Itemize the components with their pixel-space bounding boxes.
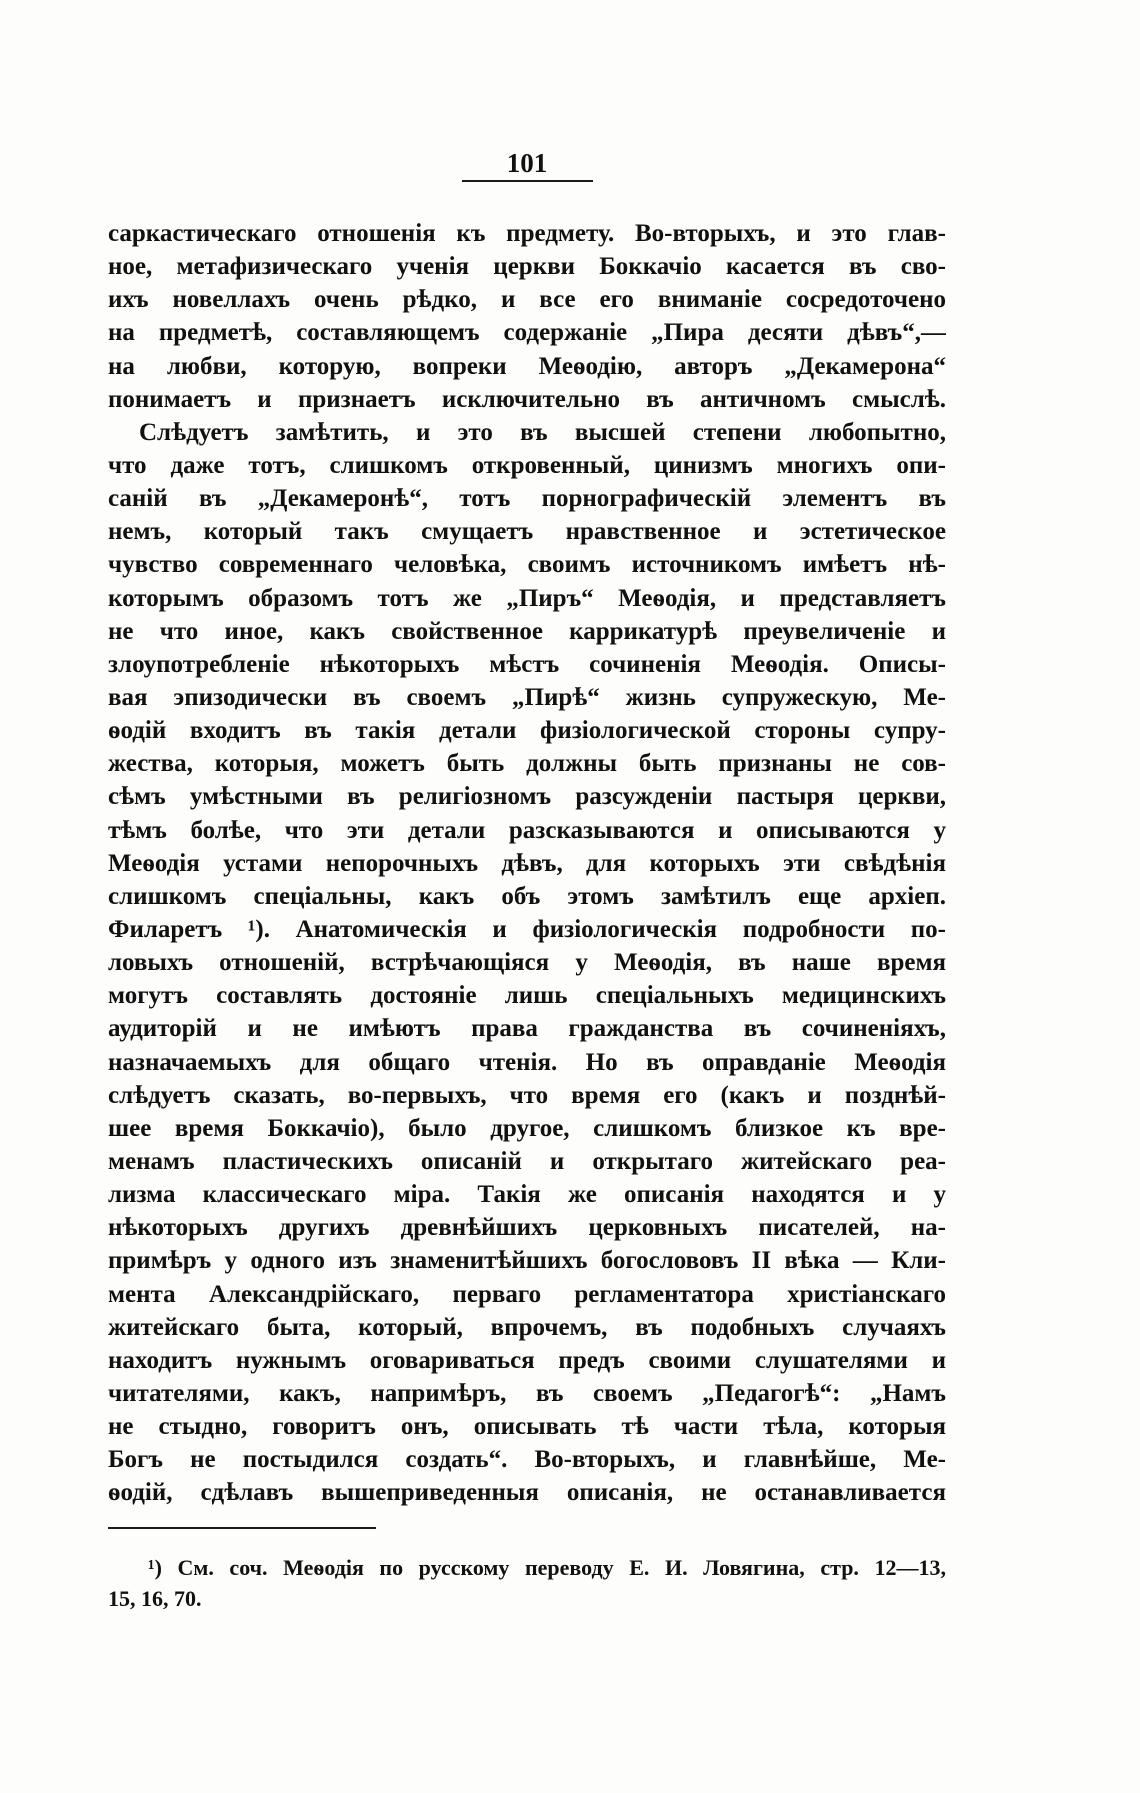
text-line: что даже тотъ, слишкомъ откровенный, цинизмъ многихъ опи- (108, 451, 946, 479)
text-line: не что иное, какъ свойственное каррикатурѣ преувеличеніе и (108, 617, 946, 645)
text-line: понимаетъ и признаетъ исключительно въ античномъ смыслѣ. (108, 385, 946, 413)
text-line: слѣдуетъ сказать, во-первыхъ, что время его (какъ и позднѣй- (108, 1081, 946, 1109)
text-line: менамъ пластическихъ описаній и открытаго житейскаго реа- (108, 1147, 946, 1175)
footnote (108, 1552, 946, 1614)
text-line: не стыдно, говоритъ онъ, описывать тѣ части тѣла, которыя (108, 1413, 946, 1441)
text-line: примѣръ у одного изъ знаменитѣйшихъ богослововъ II вѣка — Кли- (108, 1247, 946, 1275)
page-number-rule (462, 180, 593, 182)
text-line: на любви, которую, вопреки Меѳодію, авторъ „Декамерона“ (108, 352, 946, 380)
text-line: Меѳодія устами непорочныхъ дѣвъ, для которыхъ эти свѣдѣнія (108, 849, 946, 877)
text-line: ѳодій, сдѣлавъ вышеприведенныя описанія, не останавливается (108, 1479, 946, 1507)
text-line: жества, которыя, можетъ быть должны быть признаны не сов- (108, 750, 946, 778)
text-line: ное, метафизическаго ученія церкви Боккачіо касается въ сво- (108, 253, 946, 281)
footnotes (108, 1552, 946, 1614)
text-line: лизма классическаго міра. Такія же описанія находятся и у (108, 1181, 946, 1209)
page-number: 101 (506, 148, 548, 178)
text-line: которымъ образомъ тотъ же „Пиръ“ Меѳодія, и представляетъ (108, 584, 946, 612)
text-line: назначаемыхъ для общаго чтенія. Но въ оправданіе Меѳодія (108, 1048, 946, 1076)
text-line: сѣмъ умѣстными въ религіозномъ разсужденіи пастыря церкви, (108, 783, 946, 811)
text-line: мента Александрійскаго, перваго регламентатора христіанскаго (108, 1280, 946, 1308)
text-line: саркастическаго отношенія къ предмету. Во-вторыхъ, и это глав- (108, 220, 946, 247)
text-line: на предметѣ, составляющемъ содержаніе „Пира десяти дѣвъ“,— (108, 319, 946, 347)
body-text (108, 217, 946, 1509)
text-line: злоупотребленіе нѣкоторыхъ мѣстъ сочиненія Меѳодія. Описы- (108, 650, 946, 678)
text-line: Филаретъ ¹). Анатомическія и физіологическія подробности по- (108, 915, 946, 943)
text-line: нѣкоторыхъ другихъ древнѣйшихъ церковныхъ писателей, на- (108, 1214, 946, 1242)
text-line: Богъ не постыдился создать“. Во-вторыхъ, и главнѣйше, Ме- (108, 1446, 946, 1474)
text-line: тѣмъ болѣе, что эти детали разсказываются и описываются у (108, 816, 946, 844)
text-line: ѳодій входитъ въ такія детали физіологической стороны супру- (108, 717, 946, 745)
text-line: шее время Боккачіо), было другое, слишкомъ близкое къ вре- (108, 1114, 946, 1142)
text-line: Слѣдуетъ замѣтить, и это въ высшей степени любопытно, (139, 418, 946, 446)
text-line: слишкомъ спеціальны, какъ объ этомъ замѣтилъ еще архіеп. (108, 882, 946, 910)
text-line: могутъ составлять достояніе лишь спеціальныхъ медицинскихъ (108, 982, 946, 1010)
text-line: читателями, какъ, напримѣръ, въ своемъ „Педагогѣ“: „Намъ (108, 1379, 946, 1407)
text-line: саній въ „Декамеронѣ“, тотъ порнографическій элементъ въ (108, 485, 946, 513)
text-line: ловыхъ отношеній, встрѣчающіяся у Меѳодія, въ наше время (108, 949, 946, 977)
text-line: ихъ новеллахъ очень рѣдко, и все его вниманіе сосредоточено (108, 286, 946, 314)
text-line: находитъ нужнымъ оговариваться предъ своими слушателями и (108, 1346, 946, 1374)
text-line: немъ, который такъ смущаетъ нравственное и эстетическое (108, 518, 946, 546)
paragraph (108, 217, 946, 416)
text-line: чувство современнаго человѣка, своимъ источникомъ имѣетъ нѣ- (108, 551, 946, 579)
footnote-line: ¹) См. соч. Меѳодія по русскому переводу Е. И. Ловягина, стр. 12—13, (148, 1555, 946, 1580)
text-line: вая эпизодически въ своемъ „Пирѣ“ жизнь супружескую, Ме- (108, 683, 946, 711)
paragraph (108, 416, 946, 1510)
footnote-rule (108, 1527, 376, 1529)
text-line: житейскаго быта, который, впрочемъ, въ подобныхъ случаяхъ (108, 1313, 946, 1341)
text-line: аудиторій и не имѣютъ права гражданства въ сочиненіяхъ, (108, 1015, 946, 1043)
footnote-line: 15, 16, 70. (108, 1586, 202, 1611)
